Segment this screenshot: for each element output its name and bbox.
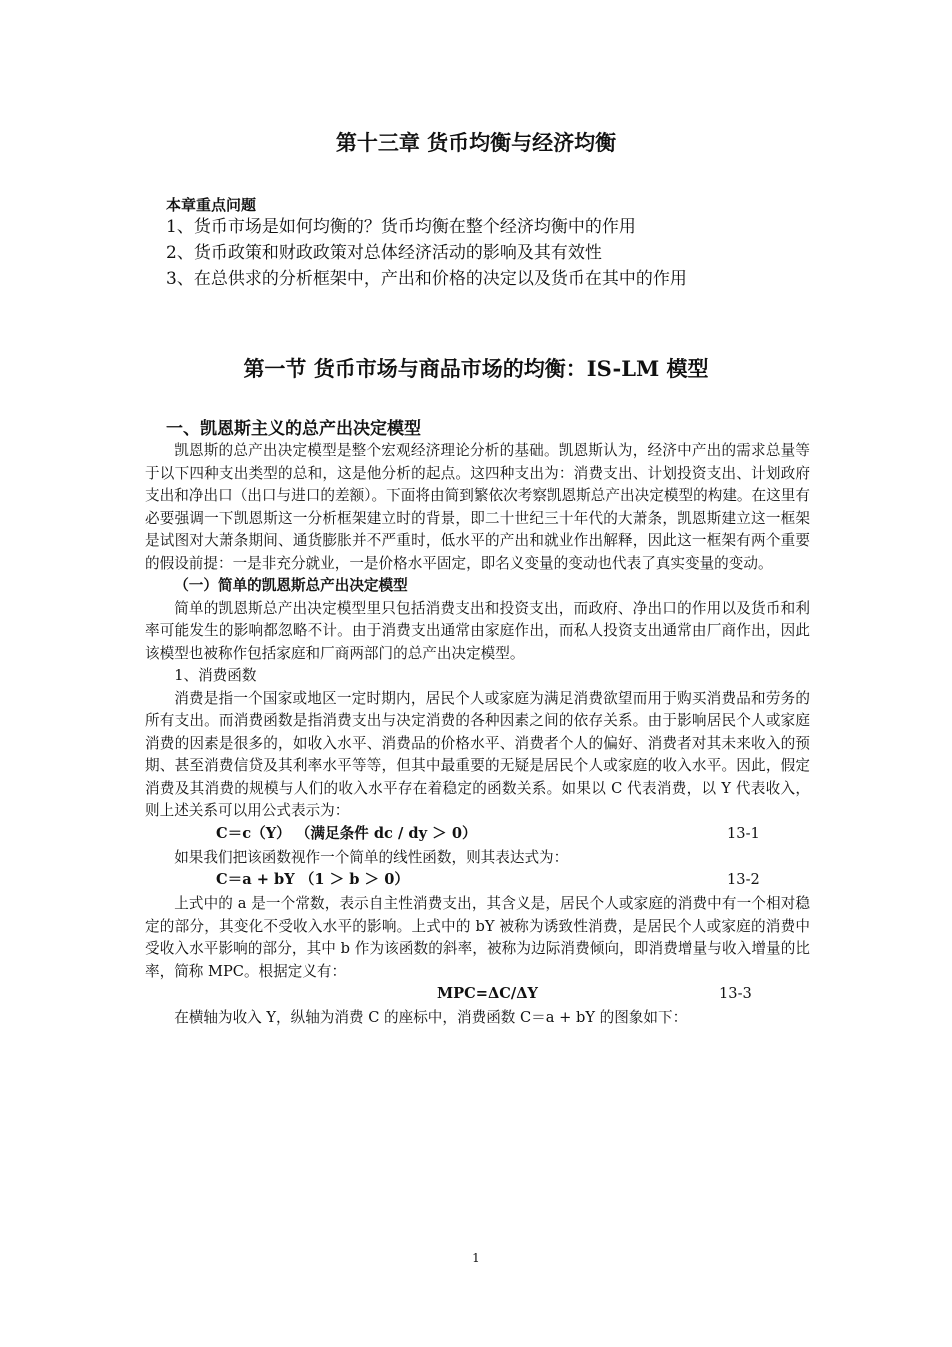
- key-question-item: 2、货币政策和财政政策对总体经济活动的影响及其有效性: [166, 243, 602, 263]
- subsection-title: 一、凯恩斯主义的总产出决定模型: [166, 419, 421, 439]
- subsection-heading-simple-model: （一）简单的凯恩斯总产出决定模型: [174, 577, 408, 594]
- formula-expression: C＝c（Y） （满足条件 dc / dy ＞ 0）: [216, 824, 477, 842]
- list-item-consumption-function: 1、消费函数: [174, 667, 257, 684]
- section-title: 第一节 货币市场与商品市场的均衡：IS-LM 模型: [243, 356, 709, 381]
- key-questions-list: [166, 214, 687, 292]
- paragraph: 简单的凯恩斯总产出决定模型里只包括消费支出和投资支出，而政府、净出口的作用以及货币和利率可能发生的影响都忽略不计。由于消费支出通常由家庭作出，而私人投资支出通常由厂商作出，因此该模型也被称作包括家庭和厂商两部门的总产出决定模型。: [145, 599, 810, 662]
- chapter-title: 第十三章 货币均衡与经济均衡: [335, 130, 617, 155]
- page-number: 1: [472, 1251, 480, 1265]
- paragraph: 如果我们把该函数视作一个简单的线性函数，则其表达式为：: [174, 848, 569, 866]
- key-question-item: 3、在总供求的分析框架中，产出和价格的决定以及货币在其中的作用: [166, 269, 687, 289]
- formula-13-3: [145, 983, 810, 1007]
- body-text: [145, 440, 810, 1030]
- paragraph: 凯恩斯的总产出决定模型是整个宏观经济理论分析的基础。凯恩斯认为，经济中产出的需求总量等于以下四种支出类型的总和，这是他分析的起点。这四种支出为：消费支出、计划投资支出、计划政府支出和净出口（出口与进口的差额）。下面将由简到繁依次考察凯恩斯总产出决定模型的构建。在这里有必要强调一下凯恩斯这一分析框架建立时的背景，即二十世纪三十年代的大萧条，凯恩斯建立这一框架是试图对大萧条期间、通货膨胀并不严重时，低水平的产出和就业作出解释，因此这一框架有两个重要的假设前提：一是非充分就业，一是价格水平固定，即名义变量的变动也代表了真实变量的变动。: [145, 442, 810, 572]
- paragraph: 上式中的 a 是一个常数，表示自主性消费支出，其含义是，居民个人或家庭的消费中有一个相对稳定的部分，其变化不受收入水平的影响。上式中的 bY 被称为诱致性消费，是居民个人或家庭的消费中受收入水平影响的部分，其中 b 作为该函数的斜率，被称为边际消费倾向，即消费增量与收入增量的比率，简称 MPC。根据定义有：: [145, 895, 810, 980]
- formula-13-2: [145, 869, 810, 893]
- formula-13-1: [145, 823, 810, 847]
- paragraph: 消费是指一个国家或地区一定时期内，居民个人或家庭为满足消费欲望而用于购买消费品和劳务的所有支出。而消费函数是指消费支出与决定消费的各种因素之间的依存关系。由于影响居民个人或家庭消费的因素是很多的，如收入水平、消费品的价格水平、消费者个人的偏好、消费者对其未来收入的预期、甚至消费信贷及其利率水平等等，但其中最重要的无疑是居民个人或家庭的收入水平。因此，假定消费及其消费的规模与人们的收入水平存在着稳定的函数关系。如果以 C 代表消费，以 Y 代表收入，则上述关系可以用公式表示为：: [145, 689, 810, 819]
- paragraph: 在横轴为收入 Y，纵轴为消费 C 的座标中，消费函数 C＝a + bY 的图象如下：: [174, 1009, 688, 1026]
- key-questions-heading: 本章重点问题: [166, 196, 257, 214]
- formula-number: 13-2: [727, 871, 760, 888]
- formula-number: 13-1: [727, 824, 760, 842]
- key-question-item: 1、货币市场是如何均衡的？货币均衡在整个经济均衡中的作用: [166, 217, 636, 237]
- formula-number: 13-3: [719, 985, 752, 1002]
- formula-expression: C＝a + bY （1 ＞ b ＞ 0）: [216, 871, 409, 888]
- formula-expression: MPC=ΔC/ΔY: [437, 985, 538, 1002]
